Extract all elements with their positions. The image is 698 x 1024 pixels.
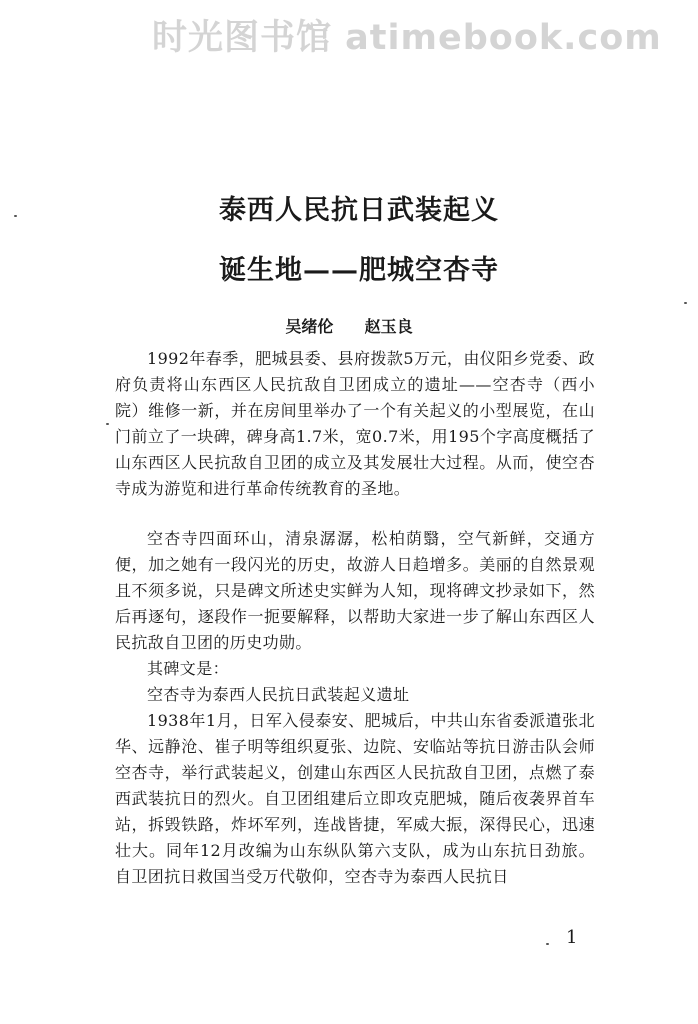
paragraph-1: 1992年春季，肥城县委、县府拨款5万元，由仪阳乡党委、政府负责将山东西区人民抗敌自卫团成立的遗址——空杏寺（西小院）维修一新，并在房间里举办了一个有关起义的小型展览，在山门前立了一块碑，碑身高1.7米，宽0.7米，用195个字高度概括了山东西区人民抗敌自卫团的成立及其发展壮大过程。从而，使空杏寺成为游览和进行革命传统教育的圣地。 <box>115 349 595 498</box>
authors-byline: 吴绪伦 赵玉良 <box>285 317 413 336</box>
paragraph-3: 其碑文是： <box>147 659 230 678</box>
scan-speck <box>546 943 549 945</box>
page-number: 1 <box>566 927 578 948</box>
scan-speck <box>684 302 687 304</box>
inscription-heading: 空杏寺为泰西人民抗日武装起义遗址 <box>147 685 410 704</box>
paragraph-2: 空杏寺四面环山，清泉潺潺，松柏荫翳，空气新鲜，交通方便，加之她有一段闪光的历史，故游人日趋增多。美丽的自然景观且不须多说，只是碑文所述史实鲜为人知，现将碑文抄录如下，然后再逐句，逐段作一扼要解释，以帮助大家进一步了解山东西区人民抗敌自卫团的历史功勋。 <box>115 529 595 652</box>
site-watermark: 时光图书馆 atimebook.com <box>152 18 662 58</box>
inscription-text: 1938年1月，日军入侵泰安、肥城后，中共山东省委派遣张北华、远静沧、崔子明等组织夏张、边院、安临站等抗日游击队会师空杏寺，举行武装起义，创建山东西区人民抗敌自卫团，点燃了泰西武装抗日的烈火。自卫团组建后立即攻克肥城，随后夜袭界首车站，拆毁铁路，炸坏军列，连战皆捷，军威大振，深得民心，迅速壮大。同年12月改编为山东纵队第六支队，成为山东抗日劲旅。自卫团抗日救国当受万代敬仰，空杏寺为泰西人民抗日 <box>115 711 595 886</box>
scan-speck <box>14 215 17 217</box>
scan-speck <box>106 423 109 425</box>
article-title-line-1: 泰西人民抗日武装起义 <box>219 195 499 226</box>
article-title-line-2: 诞生地——肥城空杏寺 <box>219 255 499 286</box>
